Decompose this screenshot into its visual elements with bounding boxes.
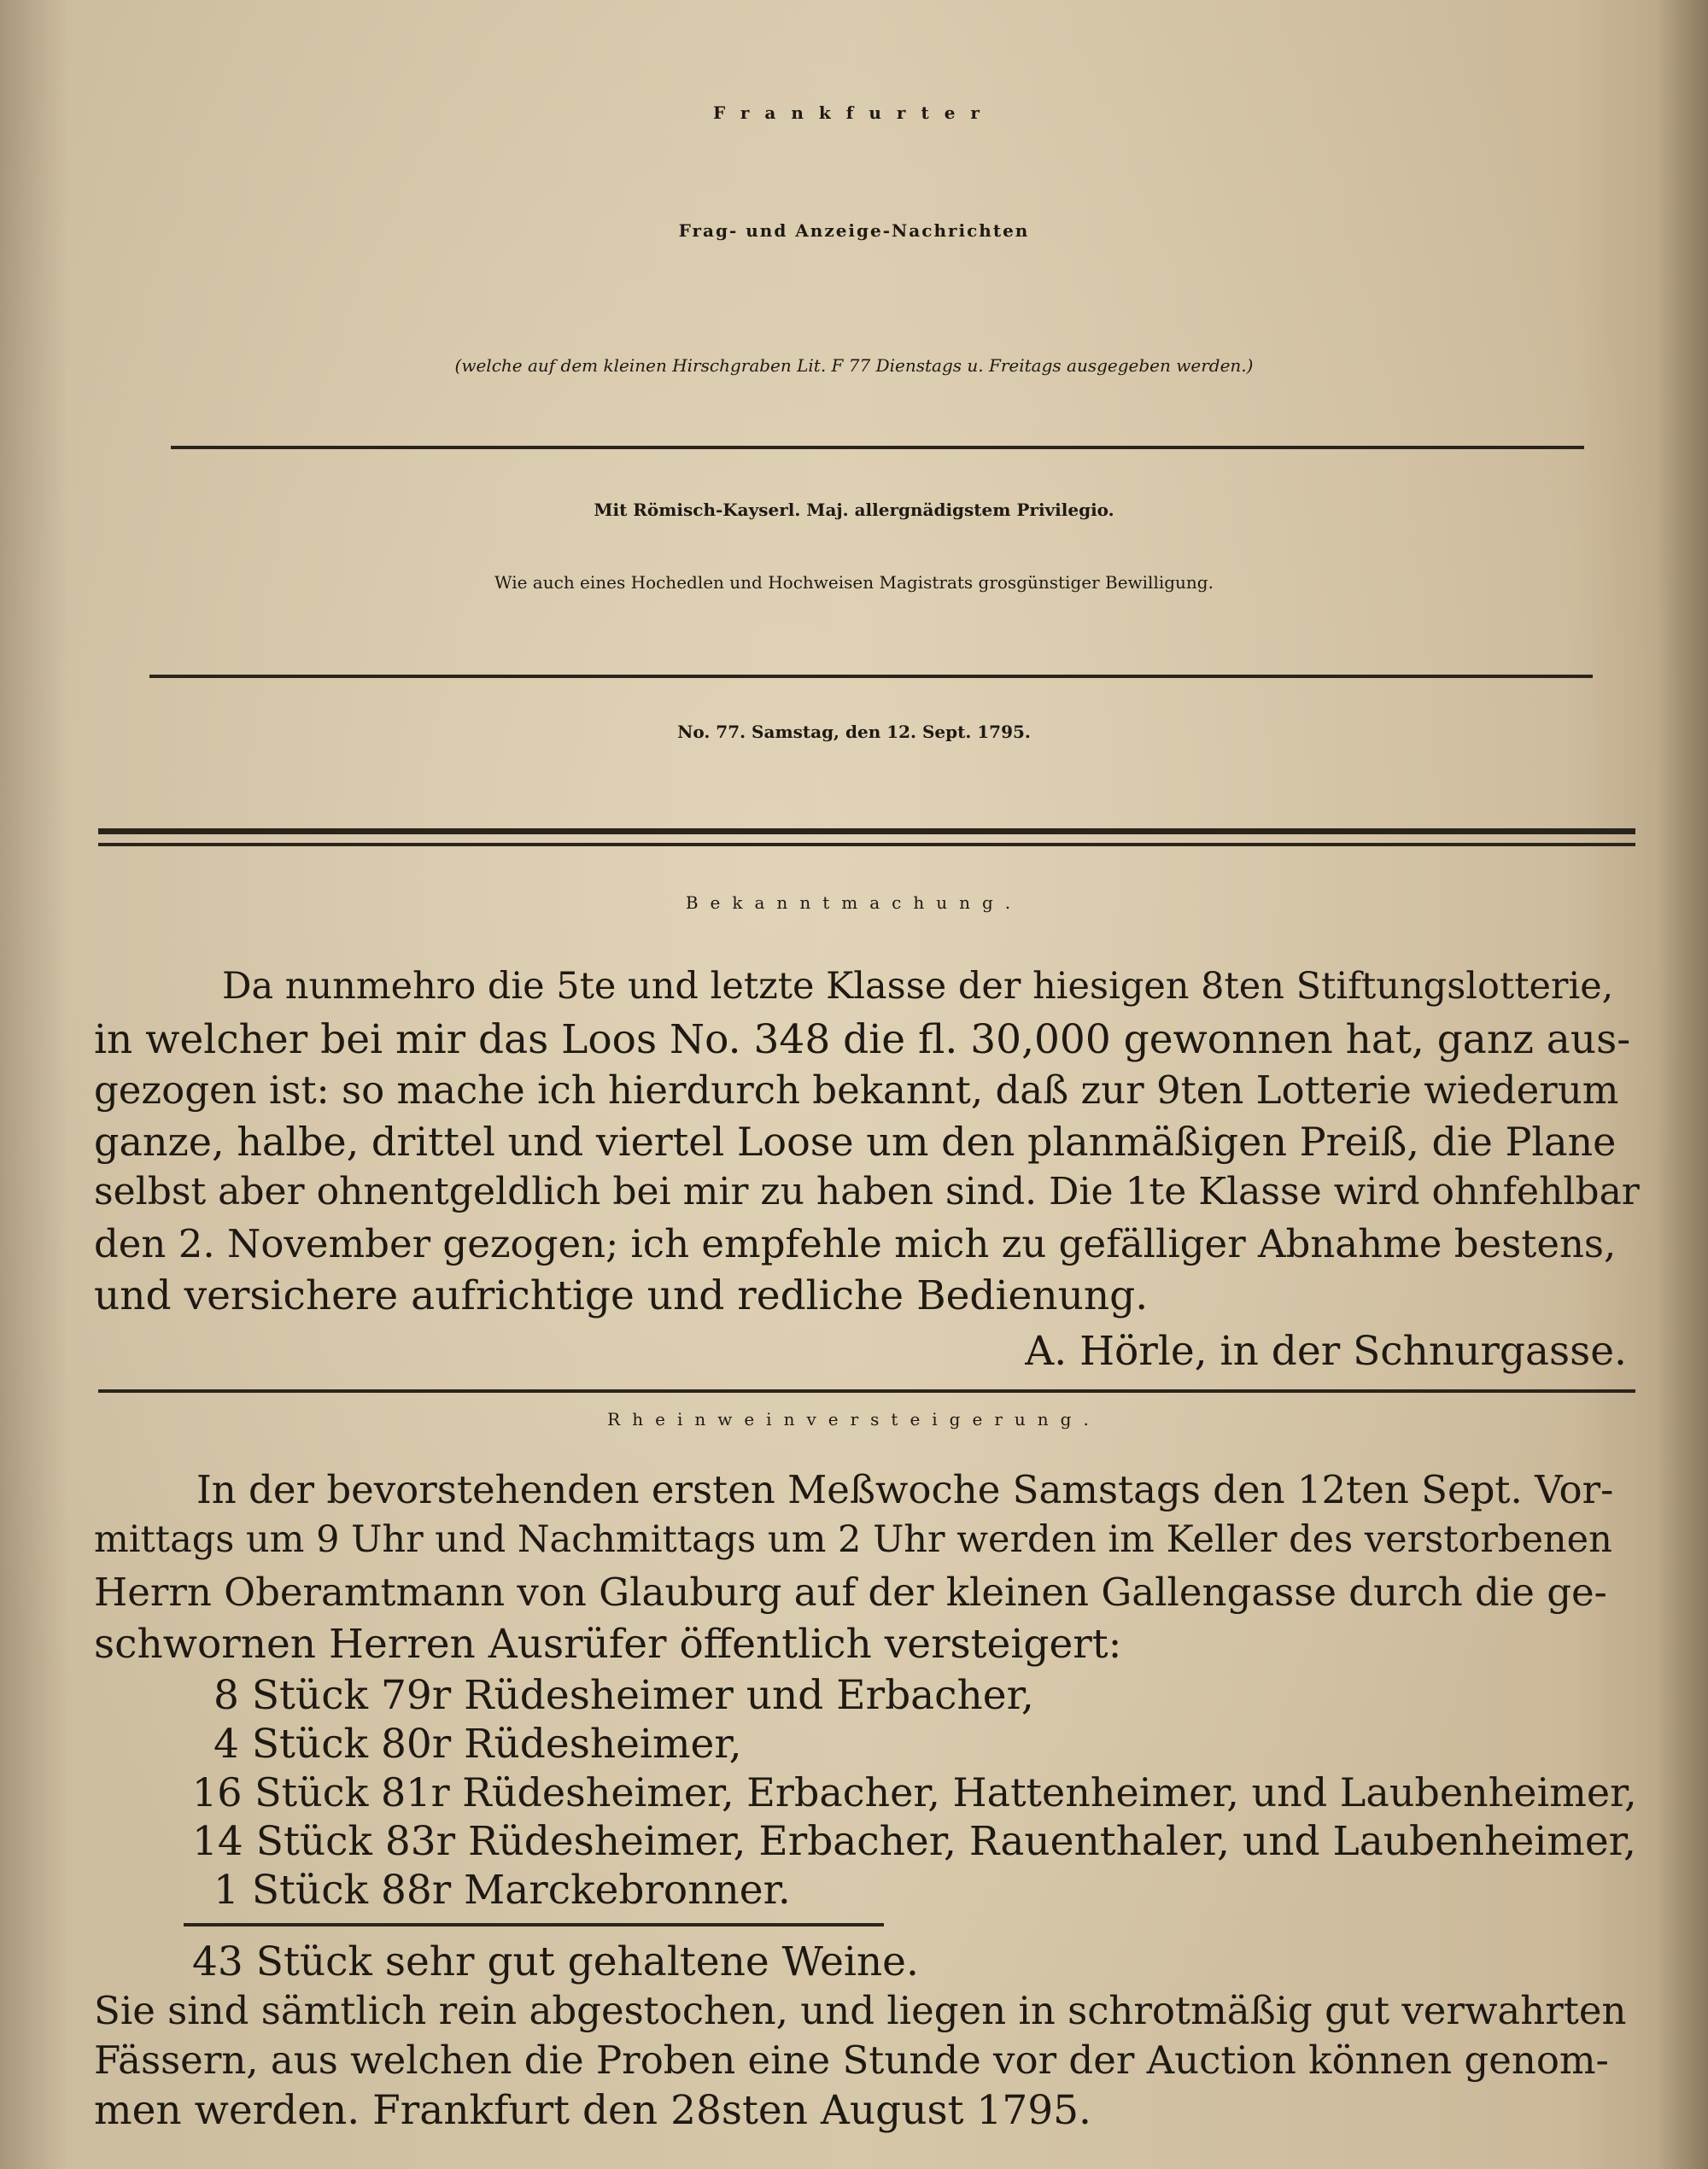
- notice1-line: Da nunmehro die 5te und letzte Klasse der hiesigen 8ten Stiftungslotterie,: [222, 965, 1614, 1008]
- notice2-line: Herrn Oberamtmann von Glauburg auf der kleinen Gallengasse durch die ge-: [94, 1570, 1607, 1615]
- wine-list-item: 16 Stück 81r Rüdesheimer, Erbacher, Hattenheimer, und Laubenheimer,: [192, 1769, 1637, 1815]
- notice1-line: den 2. November gezogen; ich empfehle mich zu gefälliger Abnahme bestens,: [94, 1221, 1617, 1266]
- notice1-line: selbst aber ohnentgeldlich bei mir zu haben sind. Die 1te Klasse wird ohnfehlbar: [94, 1170, 1640, 1213]
- notice2-closing-line: men werden. Frankfurt den 28sten August 1795.: [94, 2087, 1091, 2134]
- masthead-rule-1: [171, 446, 1584, 449]
- notice-separator-rule: [98, 1389, 1635, 1393]
- wine-list-item: 14 Stück 83r Rüdesheimer, Erbacher, Rauenthaler, und Laubenheimer,: [192, 1818, 1636, 1865]
- wine-list-item: 8 Stück 79r Rüdesheimer und Erbacher,: [214, 1672, 1034, 1719]
- notice2-closing-line: Fässern, aus welchen die Proben eine Stunde vor der Auction können genom-: [94, 2037, 1609, 2083]
- notice1-line: ganze, halbe, drittel und viertel Loose um den planmäßigen Preiß, die Plane: [94, 1119, 1617, 1165]
- notice1-line: in welcher bei mir das Loos No. 348 die fl. 30,000 gewonnen hat, ganz aus-: [94, 1016, 1631, 1063]
- masthead-subtitle: (welche auf dem kleinen Hirschgraben Lit. F 77 Dienstags u. Freitags ausgegeben werden.): [454, 355, 1254, 376]
- issue-line: No. 77. Samstag, den 12. Sept. 1795.: [677, 722, 1031, 742]
- masthead-rule-2: [149, 675, 1593, 678]
- wine-total-rule: [184, 1923, 884, 1926]
- notice2-line: In der bevorstehenden ersten Meßwoche Samstags den 12ten Sept. Vor-: [196, 1467, 1614, 1512]
- page-edge-shadow: [1657, 0, 1708, 2169]
- notice2-line: mittags um 9 Uhr und Nachmittags um 2 Uhr werden im Keller des verstorbenen: [94, 1518, 1612, 1561]
- privilege-line-1: Mit Römisch-Kayserl. Maj. allergnädigstem Privilegio.: [594, 500, 1114, 520]
- wine-list-item: 4 Stück 80r Rüdesheimer,: [214, 1721, 742, 1768]
- privilege-line-2: Wie auch eines Hochedlen und Hochweisen Magistrats grosgünstiger Bewilligung.: [494, 572, 1214, 593]
- wine-total: 43 Stück sehr gut gehaltene Weine.: [192, 1938, 919, 1985]
- masthead-title-line1: Frankfurter: [713, 102, 995, 123]
- notice2-closing-line: Sie sind sämtlich rein abgestochen, und liegen in schrotmäßig gut verwahrten: [94, 1988, 1627, 2033]
- notice2-line: schwornen Herren Ausrüfer öffentlich versteigert:: [94, 1621, 1122, 1668]
- notice1-signature: A. Hörle, in der Schnurgasse.: [1025, 1328, 1627, 1375]
- wine-list-item: 1 Stück 88r Marckebronner.: [214, 1867, 791, 1914]
- masthead-title-line2: Frag- und Anzeige-Nachrichten: [678, 220, 1030, 241]
- issue-double-rule: [98, 828, 1635, 846]
- notice1-line: gezogen ist: so mache ich hierdurch bekannt, daß zur 9ten Lotterie wiederum: [94, 1067, 1619, 1113]
- notice1-heading: Bekanntmachung.: [685, 892, 1023, 913]
- notice2-heading: Rheinweinversteigerung.: [607, 1409, 1101, 1429]
- notice1-line: und versichere aufrichtige und redliche Bedienung.: [94, 1272, 1149, 1319]
